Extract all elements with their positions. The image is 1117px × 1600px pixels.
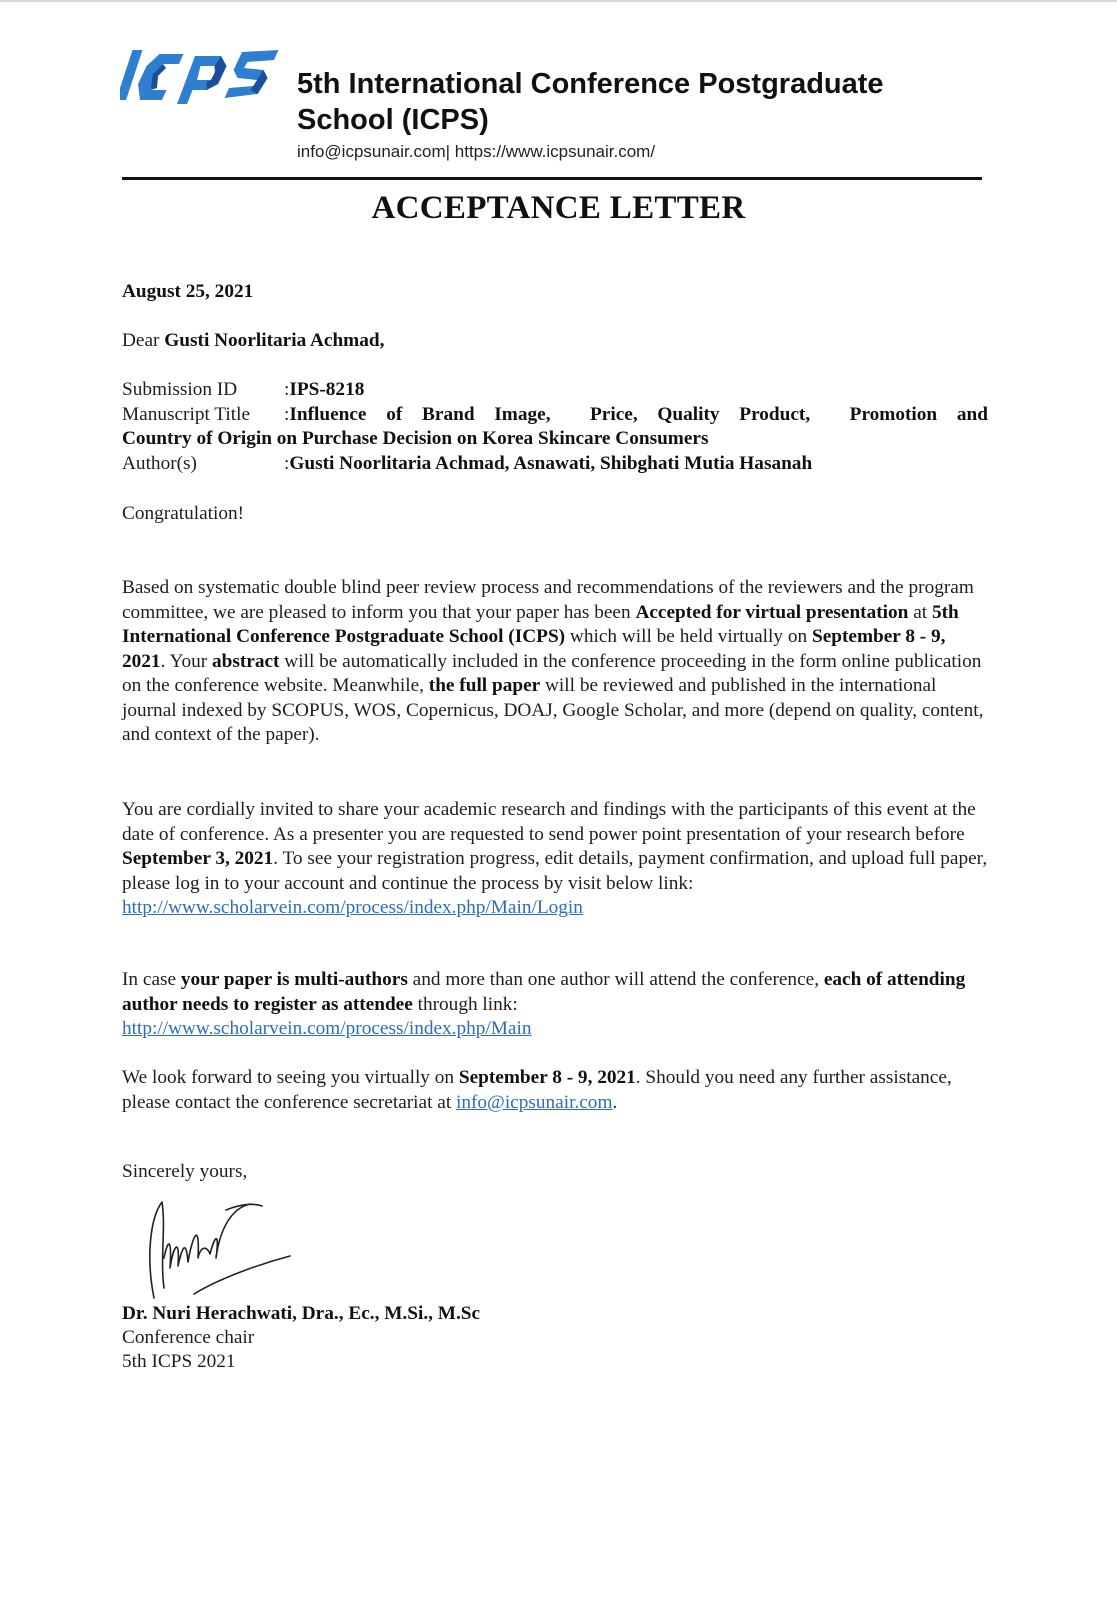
salutation [122,329,988,354]
text: will be automatically included in the conference proceeding in the form online publication on the conference website. Meanwhile, [122,650,982,696]
colon: : [284,403,290,425]
colon: : [284,379,290,400]
logo-letter-c-outer [134,54,183,100]
org-name-line1: 5th International Conference Postgraduate [297,68,884,100]
conference-dates: September 8 - 9, 2021 [458,1067,636,1088]
letter-date: August 25, 2021 [122,281,254,302]
text: You are cordially invited to share your academic research and findings with the participants of this event at the date of conference. As a presenter you are requested to send power point presentation of your research before [122,799,976,845]
manuscript-title-label: Manuscript Title [122,403,251,425]
closing-paragraph [122,1066,988,1115]
manuscript-title-row [122,403,988,428]
text: Based on systematic double blind peer review process and recommendations of the reviewers and the program committee, we are pleased to inform you that your paper has been [122,577,974,623]
signer-name: Dr. Nuri Herachwati, Dra., Ec., M.Si., M.Sc [122,1303,481,1324]
submission-id-row [122,378,988,403]
text: . [612,1091,618,1113]
logo-letter-s [225,50,279,98]
text: will be reviewed and published in the international journal indexed by SCOPUS, WOS, Copernicus, DOAJ, Google Scholar, and more (depend on quality, content, and context of the paper). [122,675,984,745]
text: and more than one author will attend the conference, [407,969,824,990]
manuscript-title-line1: Influence of Brand Image, Price, Quality Product, Promotion and [289,403,988,425]
icps-logo-icon [120,44,280,106]
text: . Should you need any further assistance, please contact the conference secretariat at [122,1067,952,1113]
submission-details [122,378,988,476]
conference-name: 5th International Conference Postgraduate School (ICPS) [122,601,959,647]
multi-author-paragraph [122,968,988,1042]
recipient-name: Gusti Noorlitaria Achmad, [164,330,385,351]
secretariat-email-link[interactable]: info@icpsunair.com [456,1091,613,1113]
contact-line [297,142,655,162]
authors-label: Author(s) [122,452,197,474]
presentation-deadline: September 3, 2021 [122,848,274,869]
authors-value: Gusti Noorlitaria Achmad, Asnawati, Shibghati Mutia Hasanah [289,452,813,474]
full-paper-emphasis: the full paper [428,675,541,696]
document-title: ACCEPTANCE LETTER [371,190,746,226]
contact-website[interactable]: https://www.icpsunair.com/ [454,142,656,161]
text: In case [122,969,181,990]
text: We look forward to seeing you virtually on [122,1067,459,1088]
text: through link: [412,993,518,1015]
attendee-registration-emphasis: each of attending author needs to register as attendee [122,969,966,1015]
organization-name [297,66,977,138]
closing-salutation: Sincerely yours, [122,1161,248,1182]
signer-block [122,1302,988,1374]
accepted-status: Accepted for virtual presentation [635,601,909,623]
page-top-edge [0,0,1117,2]
congratulation-text: Congratulation! [122,503,245,524]
submission-id-label: Submission ID [122,379,238,400]
submission-id-value: IPS-8218 [289,379,365,400]
manuscript-title-line2: Country of Origin on Purchase Decision on Korea Skincare Consumers [122,428,709,449]
signer-role: Conference chair [122,1327,255,1348]
colon: : [284,452,290,474]
authors-row [122,452,988,477]
acceptance-paragraph [122,576,988,748]
conference-dates: September 8 - 9, 2021 [122,626,946,672]
header-divider [122,177,982,180]
multi-author-emphasis: your paper is multi-authors [180,969,408,990]
text: . To see your registration progress, edit details, payment confirmation, and upload full paper, please log in to your account and continue the process by visit below link: [122,848,988,894]
text: at [908,601,932,623]
contact-email[interactable]: info@icpsunair.com [297,142,446,161]
text: . Your [160,650,213,672]
org-name-line2: School (ICPS) [297,104,489,136]
signer-event: 5th ICPS 2021 [122,1351,236,1372]
abstract-emphasis: abstract [212,650,280,672]
salutation-prefix: Dear [122,330,165,351]
registration-link[interactable]: http://www.scholarvein.com/process/index.php/Main [122,1018,532,1039]
login-link[interactable]: http://www.scholarvein.com/process/index.php/Main/Login [122,897,583,918]
signature-icon [140,1198,310,1308]
text: which will be held virtually on [565,626,812,647]
presentation-paragraph [122,798,988,921]
contact-separator: | [445,142,451,161]
